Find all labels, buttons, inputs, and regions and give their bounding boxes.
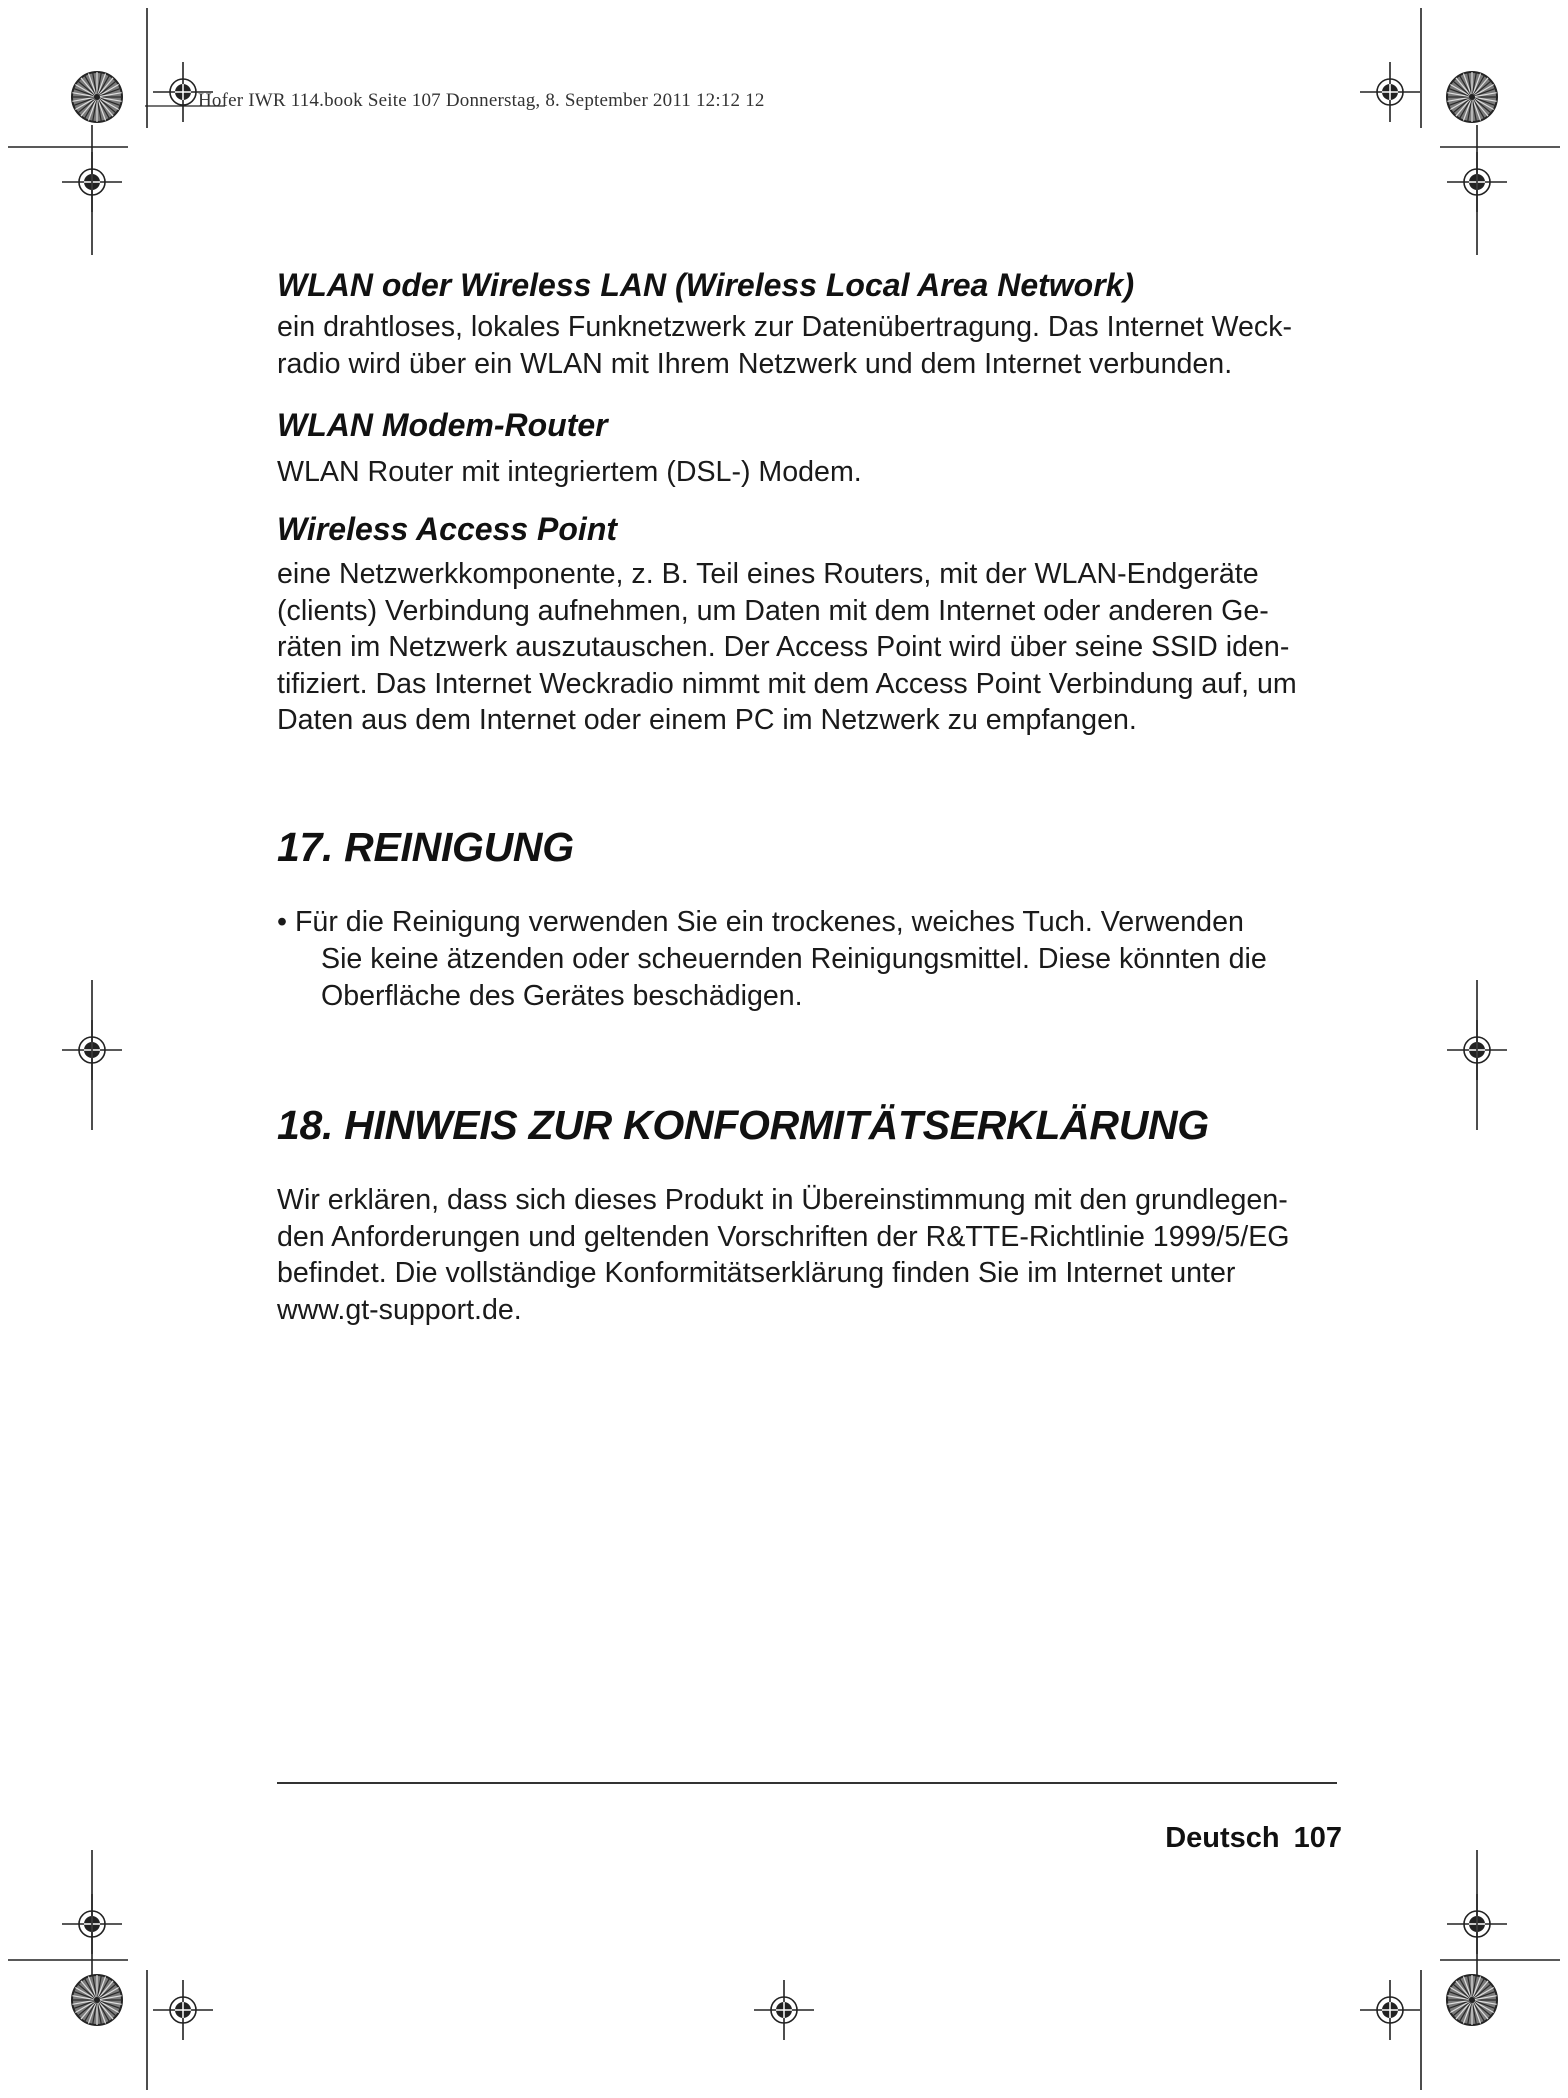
text-line: www.gt-support.de. xyxy=(277,1293,522,1326)
registration-mark-icon xyxy=(1360,1980,1420,2040)
text-line: Sie keine ätzenden oder scheuernden Reinigungsmittel. Diese könnten die xyxy=(321,943,1267,975)
text-line: radio wird über ein WLAN mit Ihrem Netzwerk und dem Internet verbunden. xyxy=(277,347,1233,380)
section-title-reinigung: 17. REINIGUNG xyxy=(277,824,574,870)
text-line: (clients) Verbindung aufnehmen, um Daten mit dem Internet oder anderen Ge- xyxy=(277,594,1269,627)
page-footer xyxy=(1165,1822,1342,1855)
footer-divider xyxy=(277,1782,1337,1784)
text-line: ein drahtloses, lokales Funknetzwerk zur Datenübertragung. Das Internet Weck- xyxy=(277,311,1293,343)
text-line: eine Netzwerkkomponente, z. B. Teil eines Routers, mit der WLAN-Endgeräte xyxy=(277,558,1259,590)
glossary-definition xyxy=(277,454,1347,491)
glossary-term: WLAN oder Wireless LAN (Wireless Local Area Network) xyxy=(277,267,1135,303)
text-line: tifiziert. Das Internet Weckradio nimmt mit dem Access Point Verbindung auf, um xyxy=(277,667,1297,700)
text-line: Daten aus dem Internet oder einem PC im Netzwerk zu empfangen. xyxy=(277,704,1137,736)
text-line: räten im Netzwerk auszutauschen. Der Access Point wird über seine SSID iden- xyxy=(277,631,1290,663)
glossary-term: WLAN Modem-Router xyxy=(277,407,608,443)
bullet-marker: • xyxy=(277,906,288,938)
glossary-definition xyxy=(277,309,1347,382)
color-wheel-icon xyxy=(72,1975,122,2025)
color-wheel-icon xyxy=(1447,1975,1497,2025)
footer-language: Deutsch xyxy=(1165,1822,1280,1854)
color-wheel-icon xyxy=(72,72,122,122)
text-line: befindet. Die vollständige Konformitätserklärung finden Sie im Internet unter xyxy=(277,1257,1236,1289)
glossary-term: Wireless Access Point xyxy=(277,511,618,547)
registration-mark-icon xyxy=(153,1980,213,2040)
print-header: Hofer IWR 114.book Seite 107 Donnerstag, 8. September 2011 12:12 12 xyxy=(198,90,765,111)
list-item xyxy=(277,904,1267,1015)
text-line: WLAN Router mit integriertem (DSL-) Modem. xyxy=(277,456,862,488)
registration-mark-icon xyxy=(1360,62,1420,122)
section-title-konformitaet: 18. HINWEIS ZUR KONFORMITÄTSERKLÄRUNG xyxy=(277,1102,1209,1148)
text-line: Oberfläche des Gerätes beschädigen. xyxy=(321,980,803,1012)
section-body xyxy=(277,1182,1347,1328)
text-line: Wir erklären, dass sich dieses Produkt in Übereinstimmung mit den grundlegen- xyxy=(277,1184,1288,1216)
bullet-line: • Für die Reinigung verwenden Sie ein trockenes, weiches Tuch. Verwenden xyxy=(277,906,1244,938)
glossary-definition xyxy=(277,556,1347,739)
registration-mark-icon xyxy=(754,1980,814,2040)
text-line: den Anforderungen und geltenden Vorschriften der R&TTE-Richtlinie 1999/5/EG xyxy=(277,1220,1290,1253)
page-number: 107 xyxy=(1293,1822,1342,1854)
color-wheel-icon xyxy=(1447,72,1497,122)
